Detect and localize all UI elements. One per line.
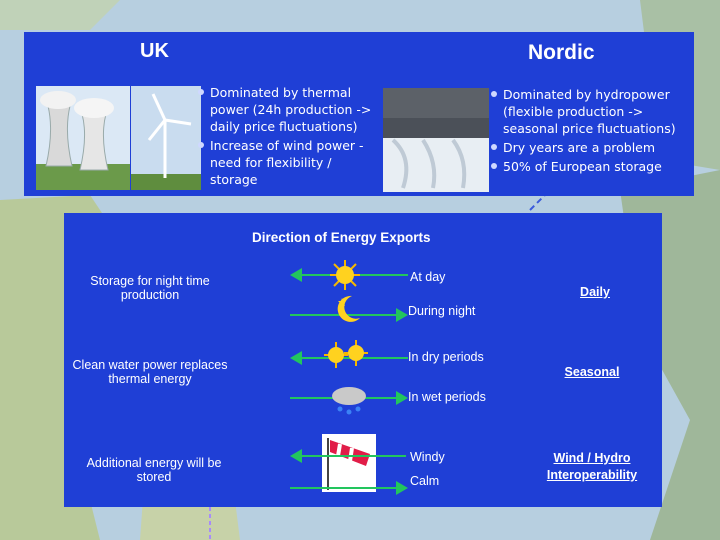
- row-daily-up-label: At day: [410, 270, 446, 284]
- exports-title: Direction of Energy Exports: [252, 230, 431, 245]
- uk-bullet: Dominated by thermal power (24h production -> daily price fluctuations): [198, 84, 378, 135]
- hydropower-dam-photo: [383, 88, 489, 192]
- arrow-right-head-icon: [396, 391, 408, 405]
- arrow-left-head-icon: [290, 268, 302, 282]
- arrow-right-head-icon: [396, 481, 408, 495]
- row-seasonal-up-label: In dry periods: [408, 350, 484, 364]
- nordic-title: Nordic: [528, 41, 595, 64]
- moon-icon: [334, 294, 362, 324]
- row-daily-down-label: During night: [408, 304, 476, 318]
- power-plant-photo: [36, 86, 130, 190]
- windsock-icon: [322, 434, 376, 492]
- row-daily-left-label: Storage for night time production: [90, 274, 210, 302]
- sun-icon: [330, 260, 360, 290]
- row-wind-down-label: Calm: [410, 474, 440, 488]
- arrow-left-head-icon: [290, 449, 302, 463]
- nordic-bullet-list: [491, 86, 681, 177]
- row-seasonal-down-label: In wet periods: [408, 390, 486, 404]
- wind-turbine-photo: [131, 86, 201, 190]
- rain-cloud-icon: [330, 384, 368, 416]
- nordic-bullet: Dominated by hydropower (flexible production -> seasonal price fluctuations): [491, 86, 681, 137]
- daily-link[interactable]: Daily: [580, 285, 610, 299]
- double-sun-icon: [322, 340, 370, 370]
- row-wind-up-label: Windy: [410, 450, 445, 464]
- row-wind-left-label: Additional energy will be stored: [86, 456, 222, 484]
- arrow-right-head-icon: [396, 308, 408, 322]
- arrow-right-line: [290, 487, 398, 489]
- arrow-left-head-icon: [290, 351, 302, 365]
- seasonal-link[interactable]: Seasonal: [564, 365, 620, 379]
- row-seasonal-left-label: Clean water power replaces thermal energy: [72, 358, 228, 386]
- uk-title: UK: [140, 40, 169, 62]
- nordic-bullet: 50% of European storage: [491, 158, 681, 175]
- wind-hydro-interoperability-link[interactable]: Wind / Hydro Interoperability: [546, 451, 638, 482]
- uk-bullet-list: [198, 84, 378, 190]
- uk-bullet: Increase of wind power - need for flexibility / storage: [198, 137, 378, 188]
- nordic-bullet: Dry years are a problem: [491, 139, 681, 156]
- arrow-left-line: [298, 455, 406, 457]
